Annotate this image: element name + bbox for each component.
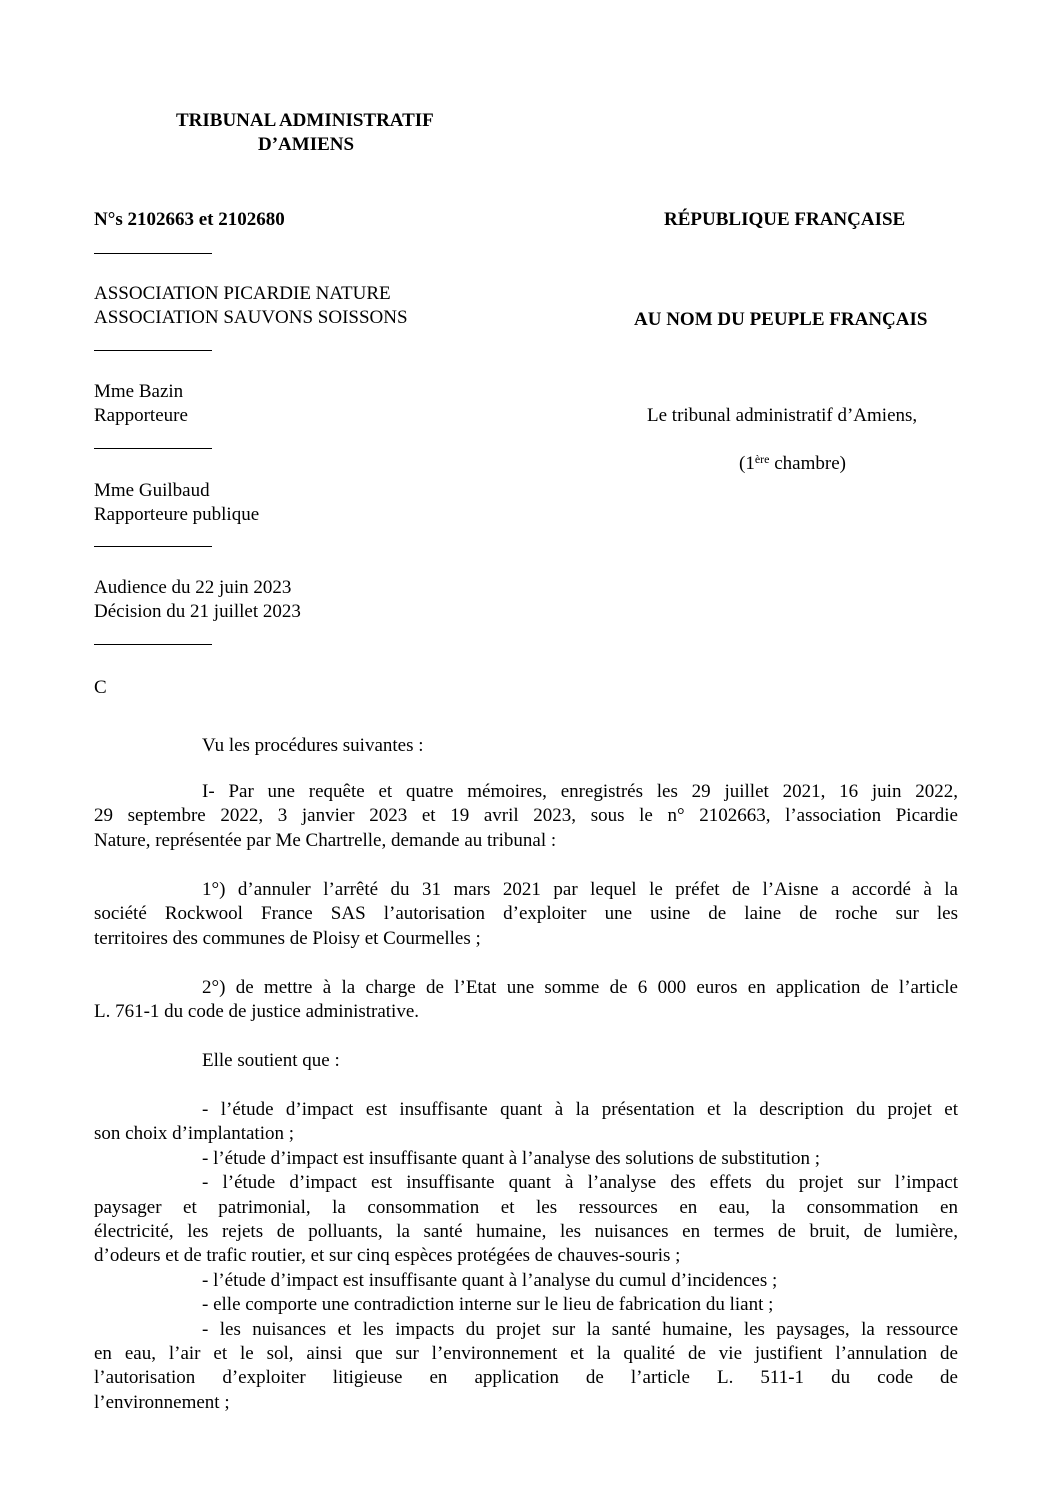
court-name-line1: TRIBUNAL ADMINISTRATIF	[176, 110, 434, 131]
text-line: L. 761-1 du code de justice administrative.	[94, 1001, 420, 1023]
list-item	[94, 1318, 958, 1416]
rapporteur-role: Rapporteure	[94, 405, 188, 426]
rapporteur-name: Mme Bazin	[94, 381, 184, 402]
divider	[94, 350, 212, 351]
list-item	[94, 1098, 958, 1147]
court-name-line2: D’AMIENS	[258, 134, 355, 155]
text-line: l’environnement ;	[94, 1391, 230, 1413]
divider	[94, 644, 212, 645]
decision-date: Décision du 21 juillet 2023	[94, 601, 301, 622]
public-rapporteur-role: Rapporteure publique	[94, 504, 260, 525]
public-rapporteur-name: Mme Guilbaud	[94, 480, 210, 501]
paragraph-annul	[94, 878, 958, 951]
text-line: 29 septembre 2022, 3 janvier 2023 et 19 avril 2023, sous le n° 2102663, l’association Picardie	[94, 805, 958, 827]
text-line: l’autorisation d’exploiter litigieuse en application de l’article L. 511-1 du code de	[94, 1367, 958, 1389]
list-item	[94, 1269, 958, 1293]
text-line: - l’étude d’impact est insuffisante quant à l’analyse des effets du projet sur l’impact	[202, 1172, 958, 1194]
party-2: ASSOCIATION SAUVONS SOISSONS	[94, 307, 408, 328]
text-line: société Rockwool France SAS l’autorisation d’exploiter une usine de laine de roche sur les	[94, 903, 958, 925]
text-line: territoires des communes de Ploisy et Courmelles ;	[94, 927, 481, 949]
text-line: son choix d’implantation ;	[94, 1123, 295, 1145]
hearing-date: Audience du 22 juin 2023	[94, 577, 292, 598]
case-numbers: N°s 2102663 et 2102680	[94, 209, 285, 230]
text-line: 1°) d’annuler l’arrêté du 31 mars 2021 par lequel le préfet de l’Aisne a accordé à la	[202, 879, 958, 900]
text-line: électricité, les rejets de polluants, la santé humaine, les nuisances en termes de bruit, de lumière,	[94, 1221, 958, 1243]
text-line: - l’étude d’impact est insuffisante quant à la présentation et la description du projet et	[202, 1099, 958, 1120]
divider	[94, 546, 212, 547]
divider	[94, 253, 212, 254]
text-line: en eau, l’air et le sol, ainsi que sur l’environnement et la qualité de vie justifient l’annulation de	[94, 1343, 958, 1365]
text-line: - l’étude d’impact est insuffisante quant à l’analyse des solutions de substitution ;	[202, 1147, 821, 1169]
republic-heading: RÉPUBLIQUE FRANÇAISE	[664, 209, 906, 230]
text-line: - les nuisances et les impacts du projet sur la santé humaine, les paysages, la ressource	[202, 1318, 958, 1340]
list-item	[94, 1293, 958, 1317]
text-line: 2°) de mettre à la charge de l’Etat une somme de 6 000 euros en application de l’article	[202, 977, 958, 998]
text-line: paysager et patrimonial, la consommation et les ressources en eau, la consommation en	[94, 1196, 958, 1218]
arguments-intro: Elle soutient que :	[202, 1050, 340, 1071]
list-item	[94, 1171, 958, 1269]
text-line: - elle comporte une contradiction interne sur le lieu de fabrication du liant ;	[202, 1294, 774, 1316]
text-line: Nature, représentée par Me Chartrelle, demande au tribunal :	[94, 829, 557, 851]
chamber: (1ère chambre)	[739, 452, 846, 474]
party-1: ASSOCIATION PICARDIE NATURE	[94, 283, 391, 304]
text-line: d’odeurs et de trafic routier, et sur cinq espèces protégées de chauves-souris ;	[94, 1245, 681, 1267]
text-line: I- Par une requête et quatre mémoires, enregistrés les 29 juillet 2021, 16 juin 2022,	[202, 781, 958, 802]
text-line: - l’étude d’impact est insuffisante quant à l’analyse du cumul d’incidences ;	[202, 1269, 778, 1291]
list-item	[94, 1147, 958, 1171]
divider	[94, 448, 212, 449]
arguments-list	[94, 1098, 958, 1415]
procedures-intro: Vu les procédures suivantes :	[202, 735, 424, 756]
in-name-heading: AU NOM DU PEUPLE FRANÇAIS	[634, 309, 928, 330]
paragraph-costs	[94, 976, 958, 1025]
publication-code: C	[94, 677, 107, 698]
court-intro: Le tribunal administratif d’Amiens,	[647, 405, 918, 426]
paragraph-request	[94, 780, 958, 853]
